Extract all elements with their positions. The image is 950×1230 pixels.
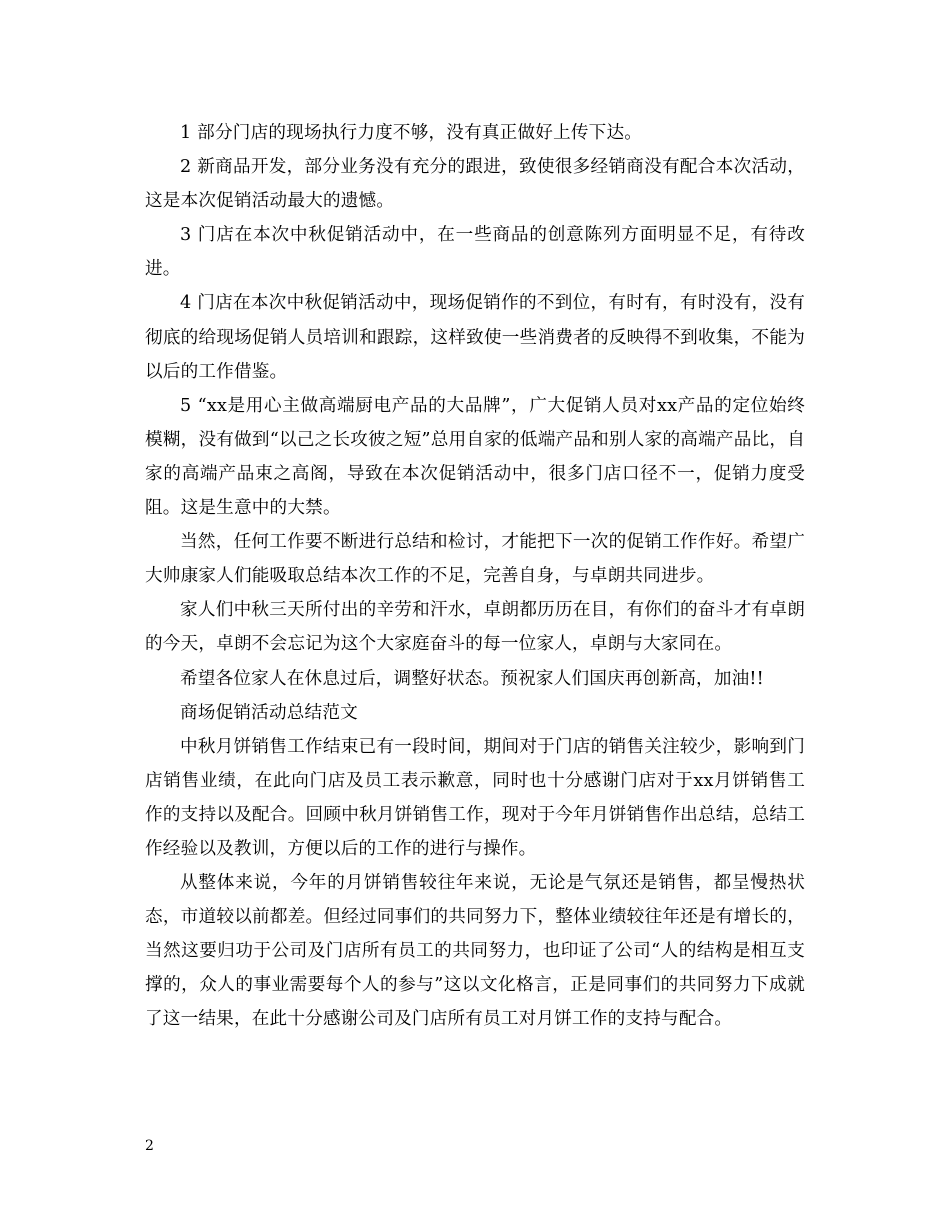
- paragraph-7: 家人们中秋三天所付出的辛劳和汗水，卓朗都历历在目，有你们的奋斗才有卓朗的今天，卓朗不会忘记为这个大家庭奋斗的每一位家人，卓朗与大家同在。: [145, 600, 805, 655]
- paragraph-11: 从整体来说，今年的月饼销售较往年来说，无论是气氛还是销售，都呈慢热状态，市道较以前都差。但经过同事们的共同努力下，整体业绩较往年还是有增长的，当然这要归功于公司及门店所有员工的共同努力，也印证了公司“人的结构是相互支撑的，众人的事业需要每个人的参与”这以文化格言，正是同事们的共同努力下成就了这一结果，在此十分感谢公司及门店所有员工对月饼工作的支持与配合。: [145, 873, 805, 1030]
- paragraph-4: 4 门店在本次中秋促销活动中，现场促销作的不到位，有时有，有时没有，没有彻底的给现场促销人员培训和跟踪，这样致使一些消费者的反映得不到收集，不能为以后的工作借鉴。: [145, 293, 805, 382]
- paragraph-8: 希望各位家人在休息过后，调整好状态。预祝家人们国庆再创新高，加油!!: [180, 668, 764, 689]
- paragraph-6: 当然，任何工作要不断进行总结和检讨，才能把下一次的促销工作作好。希望广大帅康家人们能吸取总结本次工作的不足，完善自身，与卓朗共同进步。: [145, 532, 805, 587]
- page-number: 2: [145, 1138, 154, 1154]
- paragraph-10: 中秋月饼销售工作结束已有一段时间，期间对于门店的销售关注较少，影响到门店销售业绩，在此向门店及员工表示歉意，同时也十分感谢门店对于xx月饼销售工作的支持以及配合。回顾中秋月饼销售工作，现对于今年月饼销售作出总结，总结工作经验以及教训，方便以后的工作的进行与操作。: [145, 736, 805, 859]
- document-body: [145, 116, 805, 1037]
- paragraph-5: 5 “xx是用心主做高端厨电产品的大品牌”，广大促销人员对xx产品的定位始终模糊，没有做到“以己之长攻彼之短”总用自家的低端产品和别人家的高端产品比，自家的高端产品束之高阁，导致在本次促销活动中，很多门店口径不一，促销力度受阻。这是生意中的大禁。: [145, 395, 805, 519]
- paragraph-1: 1 部分门店的现场执行力度不够，没有真正做好上传下达。: [180, 123, 643, 143]
- section-heading: 商场促销活动总结范文: [180, 702, 358, 723]
- paragraph-3: 3 门店在本次中秋促销活动中，在一些商品的创意陈列方面明显不足，有待改进。: [145, 225, 805, 280]
- paragraph-2: 2 新商品开发，部分业务没有充分的跟进，致使很多经销商没有配合本次活动，这是本次促销活动最大的遗憾。: [145, 157, 805, 212]
